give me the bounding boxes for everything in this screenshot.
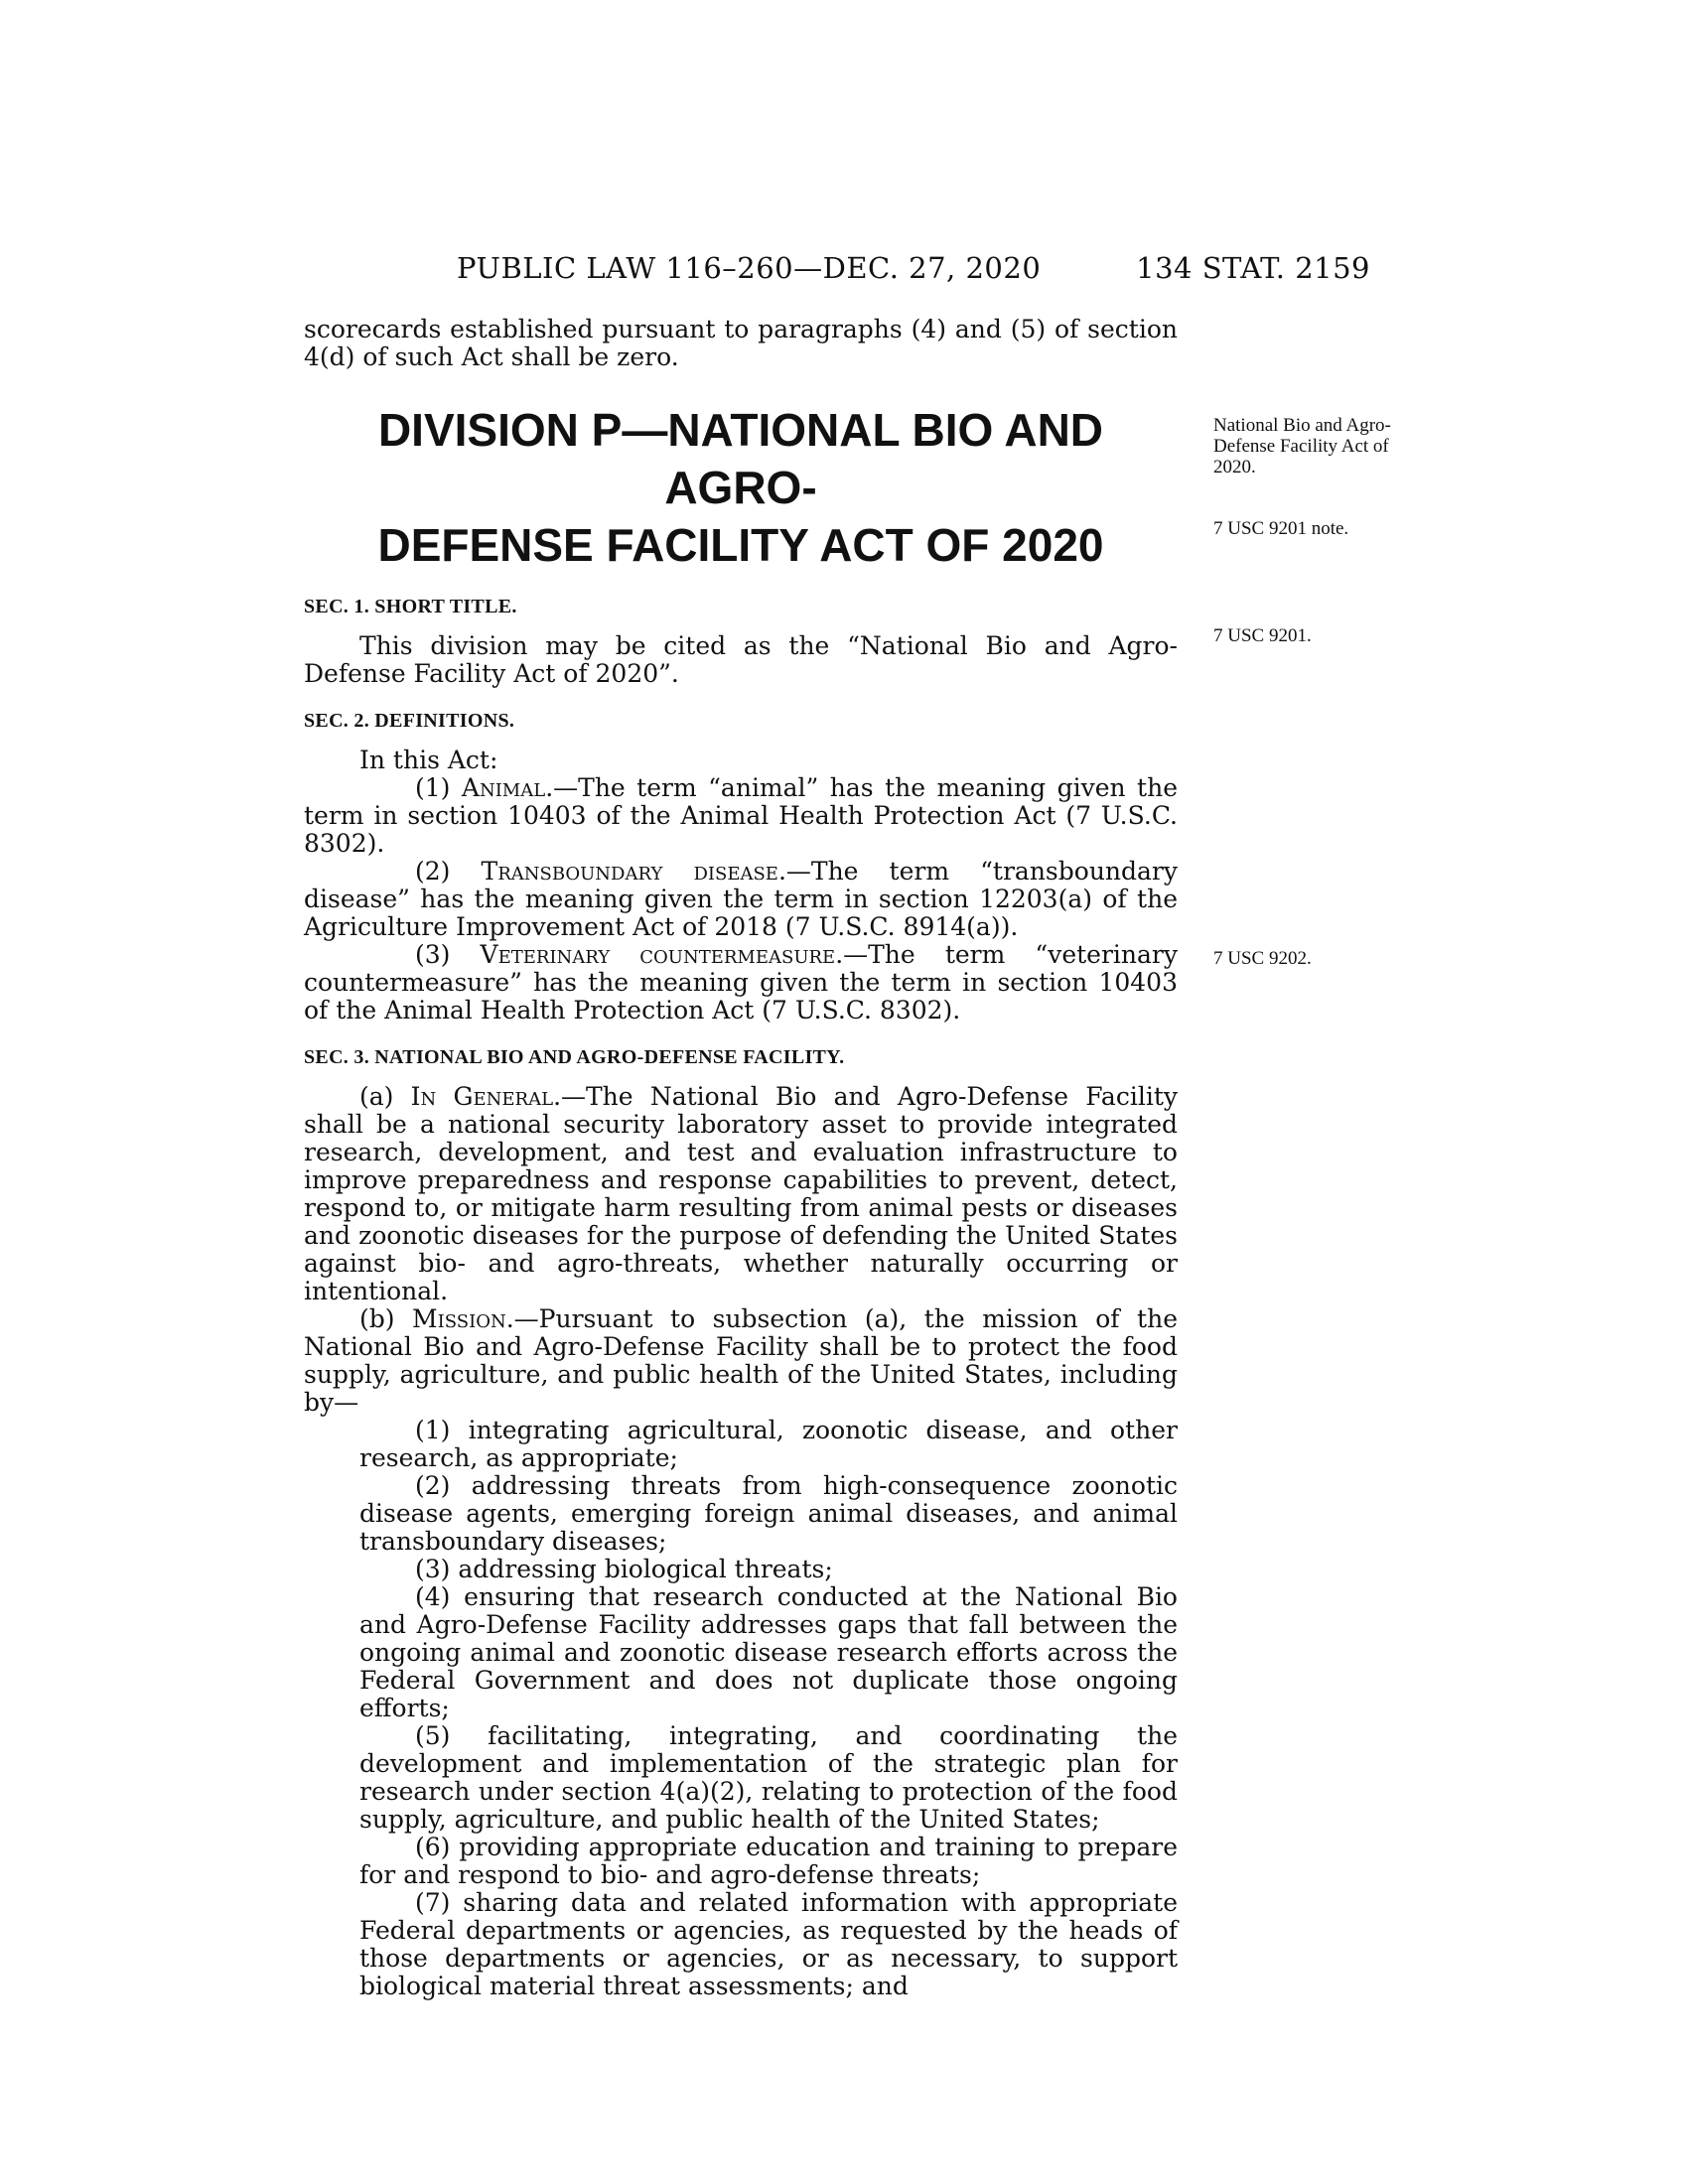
definition-1-term: Animal (461, 773, 546, 802)
subsection-b-num: (b) (359, 1304, 413, 1333)
intro-paragraph: scorecards established pursuant to paragraphs (4) and (5) of section 4(d) of such Act shall be zero. (304, 315, 1178, 371)
running-head (417, 251, 1370, 291)
margin-note-section-2: 7 USC 9201. (1213, 625, 1312, 646)
subsection-b-term: Mission (412, 1304, 506, 1333)
definition-2-num: (2) (415, 857, 482, 886)
definition-1 (304, 774, 1178, 858)
section-3-heading: SEC. 3. NATIONAL BIO AND AGRO-DEFENSE FACILITY. (304, 1046, 845, 1068)
division-title (304, 401, 1178, 574)
division-title-line-1: DIVISION P—NATIONAL BIO AND AGRO- (377, 404, 1104, 513)
mission-item-2: (2) addressing threats from high-consequence zoonotic disease agents, emerging foreign animal diseases, and animal transboundary diseases; (359, 1471, 1178, 1556)
subsection-a-num: (a) (359, 1082, 411, 1111)
subsection-b (304, 1305, 1178, 1417)
division-title-line-2: DEFENSE FACILITY ACT OF 2020 (377, 519, 1104, 571)
mission-item-7: (7) sharing data and related information with appropriate Federal departments or agencies, as requested by the heads of those departments or agencies, or as necessary, to support biological material threat assessments; and (359, 1888, 1178, 2000)
document-body (304, 316, 1178, 2000)
running-head-left: PUBLIC LAW 116–260—DEC. 27, 2020 (457, 251, 1042, 285)
mission-item-4: (4) ensuring that research conducted at the National Bio and Agro-Defense Facility addresses gaps that fall between the ongoing animal and zoonotic disease research efforts across the Federal Government and does not duplicate those ongoing efforts; (359, 1582, 1178, 1722)
margin-note-section-3: 7 USC 9202. (1213, 948, 1312, 969)
definition-1-num: (1) (415, 773, 462, 802)
definition-2 (304, 858, 1178, 941)
section-2-heading: SEC. 2. DEFINITIONS. (304, 710, 515, 732)
section-2-lead: In this Act: (359, 746, 498, 774)
margin-note-section-1: 7 USC 9201 note. (1213, 518, 1349, 539)
mission-item-1: (1) integrating agricultural, zoonotic disease, and other research, as appropriate; (359, 1416, 1178, 1472)
definition-3-term: Veterinary countermeasure (480, 940, 836, 969)
running-head-page-number: 134 STAT. 2159 (1136, 251, 1370, 285)
definition-2-term: Transboundary disease (481, 857, 778, 886)
subsection-b-text: .—Pursuant to subsection (a), the mission of the National Bio and Agro-Defense Facility shall be to protect the food supply, agriculture, and public health of the United States, including by— (304, 1304, 1178, 1417)
definition-3 (304, 941, 1178, 1024)
section-1-heading: SEC. 1. SHORT TITLE. (304, 596, 517, 617)
definition-1-text: .—The term “animal” has the meaning given the term in section 10403 of the Animal Health Protection Act (7 U.S.C. 8302). (304, 773, 1178, 858)
subsection-a-term: In General (410, 1082, 554, 1111)
section-1-text: This division may be cited as the “National Bio and Agro-Defense Facility Act of 2020”. (304, 631, 1178, 688)
definition-3-num: (3) (415, 940, 481, 969)
definition-3-text: .—The term “veterinary countermeasure” has the meaning given the term in section 10403 of the Animal Health Protection Act (7 U.S.C. 8302). (304, 940, 1178, 1024)
subsection-a-text: .—The National Bio and Agro-Defense Facility shall be a national security laboratory asset to provide integrated research, development, and test and evaluation infrastructure to improve preparedness and response capabilities to prevent, detect, respond to, or mitigate harm resulting from animal pests or diseases and zoonotic diseases for the purpose of defending the United States against bio- and agro-threats, whether naturally occurring or intentional. (304, 1082, 1178, 1305)
definition-2-text: .—The term “transboundary disease” has the meaning given the term in section 12203(a) of the Agriculture Improvement Act of 2018 (7 U.S.C. 8914(a)). (304, 857, 1179, 941)
mission-item-5: (5) facilitating, integrating, and coordinating the development and implementation of the strategic plan for research under section 4(a)(2), relating to protection of the food supply, agriculture, and public health of the United States; (359, 1721, 1178, 1834)
margin-note-division: National Bio and Agro-Defense Facility Act of 2020. (1213, 415, 1391, 478)
mission-item-6: (6) providing appropriate education and training to prepare for and respond to bio- and agro-defense threats; (359, 1833, 1178, 1889)
subsection-a (304, 1083, 1178, 1305)
mission-item-3: (3) addressing biological threats; (415, 1555, 833, 1583)
